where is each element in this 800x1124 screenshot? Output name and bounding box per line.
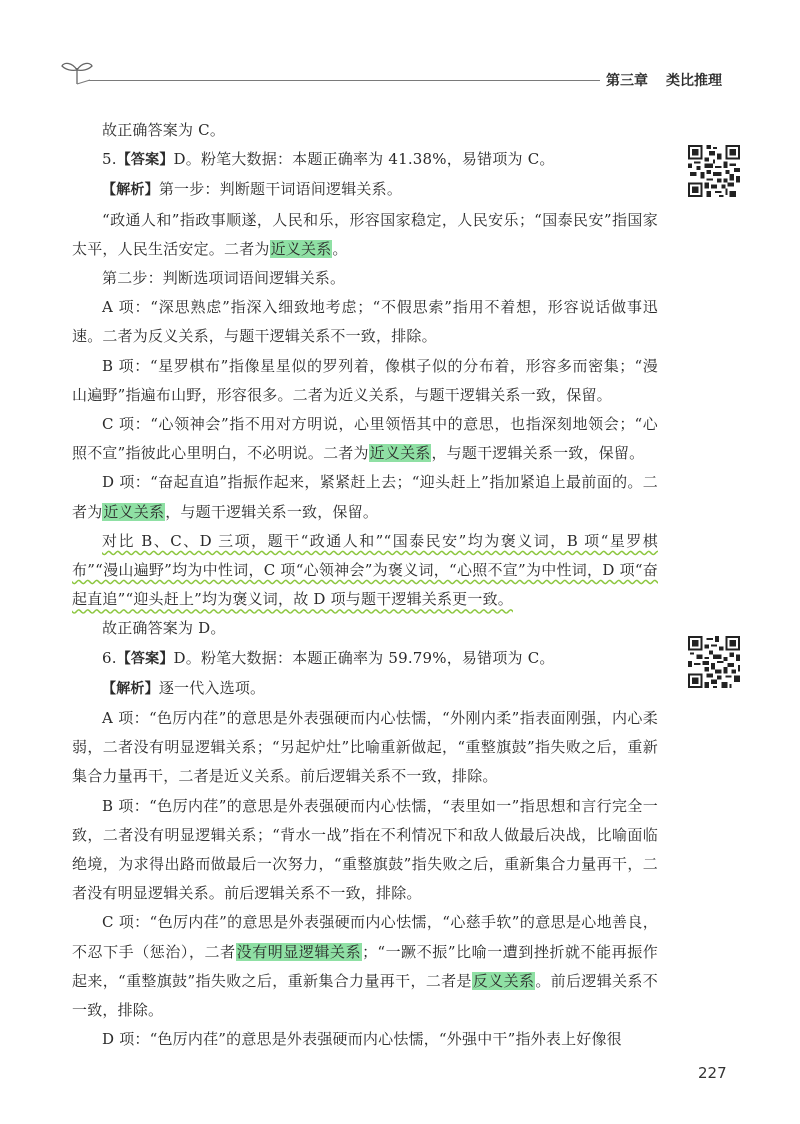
paragraph — [72, 293, 658, 351]
qr-code-icon[interactable] — [688, 636, 740, 688]
chapter-number: 第三章 — [606, 73, 648, 89]
text-segment: B 项：“色厉内荏”的意思是外表强硬而内心怯懦，“表里如一”指思想和言行完全一致，二者没有明显逻辑关系；“背水一战”指在不利情况下和敌人做最后决战，比喻面临绝境，为求得出路而做最后一次努力，“重整旗鼓”指失败之后，重新集合力量再干，二者没有明显逻辑关系。前后逻辑关系不一致，排除。 — [72, 796, 658, 903]
paragraph — [72, 908, 658, 1025]
paragraph — [72, 116, 658, 145]
header-rule — [88, 80, 600, 81]
chapter-header — [606, 70, 722, 90]
paragraph — [72, 145, 658, 175]
paragraph — [72, 644, 658, 674]
text-segment: ，与题干逻辑关系一致，保留。 — [165, 502, 379, 521]
paragraph — [72, 527, 658, 615]
paragraph — [72, 614, 658, 643]
section-label: 【解析】 — [102, 182, 159, 199]
text-segment: D 项：“奋起直追”指振作起来，紧紧赶上去；“迎头赶上”指加紧追上最前面的。二者为 — [72, 473, 658, 521]
chapter-title: 类比推理 — [666, 73, 722, 89]
highlighted-term: 没有明显逻辑关系 — [236, 942, 362, 961]
text-segment: 故正确答案为 C。 — [102, 121, 226, 139]
highlighted-term: 近义关系 — [369, 444, 431, 463]
text-segment: A 项：“深思熟虑”指深入细致地考虑；“不假思索”指用不着想，形容说话做事迅速。二者为反义关系，与题干逻辑关系不一致，排除。 — [72, 298, 658, 346]
section-label: 【解析】 — [102, 680, 159, 697]
section-label: 【答案】 — [116, 650, 174, 667]
text-segment: D 项：“色厉内荏”的意思是外表强硬而内心怯懦，“外强中干”指外表上好像很 — [102, 1030, 622, 1049]
text-segment: 故正确答案为 D。 — [102, 619, 226, 638]
answer-explanation-body — [72, 116, 658, 1055]
text-segment: C 项：“色厉内荏”的意思是外表强硬而内心怯懦，“心慈手软”的意思是心地善良，不忍下手（惩治），二者 — [72, 913, 658, 961]
text-segment: “政通人和”指政事顺遂，人民和乐，形容国家稳定，人民安乐；“国泰民安”指国家太平，人民生活安定。二者为 — [72, 210, 658, 258]
text-segment: 第一步：判断题干词语间逻辑关系。 — [158, 180, 403, 199]
text-segment: ，与题干逻辑关系一致，保留。 — [431, 444, 645, 463]
paragraph — [72, 175, 658, 205]
paragraph — [72, 468, 658, 526]
section-label: 【答案】 — [116, 152, 174, 169]
text-segment: 对比 B、C、D 三项，题干“政通人和”“国泰民安”均为褒义词，B 项“星罗棋布”“漫山遍野”均为中性词，C 项“心领神会”为褒义词，“心照不宣”为中性词，D 项“奋起直追”“迎头赶上”均为褒义词，故 D 项与题干逻辑关系更一致。 — [72, 531, 658, 609]
page-number: 227 — [698, 1064, 727, 1082]
text-segment: 第二步：判断选项词语间逻辑关系。 — [102, 269, 346, 288]
paragraph — [72, 206, 658, 264]
text-segment: 6. — [102, 648, 117, 667]
sprout-icon — [60, 58, 94, 86]
text-segment: 5. — [102, 150, 117, 169]
text-segment: B 项：“星罗棋布”指像星星似的罗列着，像棋子似的分布着，形容多而密集；“漫山遍野”指遍布山野，形容很多。二者为近义关系，与题干逻辑关系一致，保留。 — [72, 356, 658, 404]
paragraph — [72, 410, 658, 468]
highlighted-term: 近义关系 — [103, 502, 165, 521]
highlighted-term: 近义关系 — [270, 239, 332, 258]
paragraph — [72, 352, 658, 410]
paragraph — [72, 792, 658, 909]
text-segment: D。粉笔大数据：本题正确率为 59.79%，易错项为 C。 — [173, 648, 555, 667]
paragraph — [72, 264, 658, 293]
paragraph — [72, 704, 658, 792]
text-segment: A 项：“色厉内荏”的意思是外表强硬而内心怯懦，“外刚内柔”指表面刚强，内心柔弱，二者没有明显逻辑关系；“另起炉灶”比喻重新做起，“重整旗鼓”指失败之后，重新集合力量再干，二者是近义关系。前后逻辑关系不一致，排除。 — [72, 709, 658, 786]
paragraph — [72, 1025, 658, 1054]
text-segment: 。 — [332, 239, 348, 258]
highlighted-term: 反义关系 — [472, 971, 535, 990]
text-segment: D。粉笔大数据：本题正确率为 41.38%，易错项为 C。 — [173, 150, 555, 169]
qr-code-icon[interactable] — [688, 145, 740, 197]
paragraph — [72, 674, 658, 704]
text-segment: ；“一蹶不振”比喻一遭到挫折就不能再振作起来，“重整旗鼓”指失败之后，重新集合力量再干，二者是 — [72, 942, 659, 990]
text-segment: 逐一代入选项。 — [158, 678, 266, 697]
text-segment: 。前后逻辑关系不一致，排除。 — [72, 971, 658, 1020]
text-segment: C 项：“心领神会”指不用对方明说，心里领悟其中的意思，也指深刻地领会；“心照不宣”指彼此心里明白，不必明说。二者为 — [72, 415, 658, 463]
